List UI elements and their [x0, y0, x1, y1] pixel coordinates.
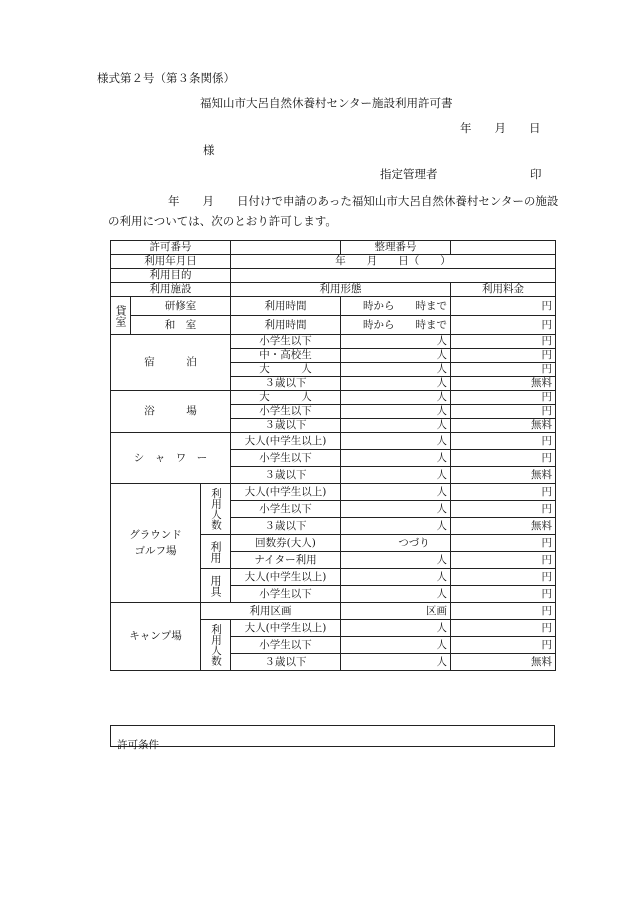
table-row — [111, 484, 556, 501]
fee-yen[interactable]: 円 — [451, 363, 556, 377]
fee-free: 無料 — [451, 654, 556, 671]
category-label: ３歳以下 — [231, 654, 341, 671]
count-person[interactable]: 人 — [341, 569, 451, 586]
count-person[interactable]: 人 — [341, 484, 451, 501]
fee-yen[interactable]: 円 — [451, 297, 556, 316]
category-label: 大人(中学生以上) — [231, 620, 341, 637]
ref-no-field[interactable] — [451, 241, 556, 255]
category-label: 中・高校生 — [231, 349, 341, 363]
purpose-field[interactable] — [231, 269, 556, 283]
permit-text-line1: 年 月 日付けで申請のあった福知山市大呂自然休養村センターの施設 — [168, 194, 559, 208]
category-label: ３歳以下 — [231, 419, 341, 433]
use-date-label: 利用年月日 — [111, 255, 231, 269]
fee-yen[interactable]: 円 — [451, 603, 556, 620]
facility-header: 利用施設 — [111, 283, 231, 297]
fee-free: 無料 — [451, 377, 556, 391]
table-row — [111, 241, 556, 255]
fee-yen[interactable]: 円 — [451, 569, 556, 586]
users-vertical-label: 利用人数 — [201, 620, 231, 671]
ground-label: グラウンド — [129, 529, 182, 541]
fee-yen[interactable]: 円 — [451, 349, 556, 363]
permit-no-label: 許可番号 — [111, 241, 231, 255]
designated-manager: 指定管理者 — [380, 167, 438, 181]
stay-label: 宿 泊 — [111, 335, 231, 391]
fee-yen[interactable]: 円 — [451, 450, 556, 467]
table-row — [111, 335, 556, 349]
category-label: 小学生以下 — [231, 335, 341, 349]
category-label: 大 人 — [231, 391, 341, 405]
fee-yen[interactable]: 円 — [451, 316, 556, 335]
count-person[interactable]: 人 — [341, 391, 451, 405]
count-person[interactable]: 人 — [341, 654, 451, 671]
count-person[interactable]: 人 — [341, 586, 451, 603]
category-label: 小学生以下 — [231, 637, 341, 654]
table-row — [111, 283, 556, 297]
category-label: 大人(中学生以上) — [231, 569, 341, 586]
count-person[interactable]: 人 — [341, 501, 451, 518]
golf-label: ゴルフ場 — [134, 545, 177, 557]
use-time-label: 利用時間 — [231, 297, 341, 316]
count-person[interactable]: 人 — [341, 552, 451, 569]
table-row — [111, 269, 556, 283]
area-label: 利用区画 — [201, 603, 341, 620]
form-header: 利用形態 — [231, 283, 451, 297]
users-vertical-label: 利用人数 — [201, 484, 231, 535]
category-label: 小学生以下 — [231, 450, 341, 467]
permit-conditions-box[interactable] — [110, 725, 555, 751]
fee-yen[interactable]: 円 — [451, 552, 556, 569]
table-row — [111, 603, 556, 620]
count-person[interactable]: 人 — [341, 467, 451, 484]
category-label: 大 人 — [231, 363, 341, 377]
count-person[interactable]: 人 — [341, 335, 451, 349]
form-number: 様式第２号（第３条関係） — [97, 71, 235, 85]
fee-yen[interactable]: 円 — [451, 335, 556, 349]
permit-no-field[interactable] — [231, 241, 341, 255]
count-person[interactable]: 人 — [341, 349, 451, 363]
category-label: 大人(中学生以上) — [231, 484, 341, 501]
use-time-label: 利用時間 — [231, 316, 341, 335]
fee-header: 利用料金 — [451, 283, 556, 297]
category-label: 小学生以下 — [231, 405, 341, 419]
count-person[interactable]: 人 — [341, 419, 451, 433]
count-person[interactable]: 人 — [341, 405, 451, 419]
table-row — [111, 391, 556, 405]
permit-table — [110, 240, 556, 671]
fee-yen[interactable]: 円 — [451, 484, 556, 501]
ground-golf-label — [111, 484, 201, 603]
fee-yen[interactable]: 円 — [451, 535, 556, 552]
fee-yen[interactable]: 円 — [451, 433, 556, 450]
purpose-label: 利用目的 — [111, 269, 231, 283]
fee-yen[interactable]: 円 — [451, 405, 556, 419]
count-person[interactable]: 人 — [341, 363, 451, 377]
count-person[interactable]: 人 — [341, 518, 451, 535]
count-kukaku[interactable]: 区画 — [341, 603, 451, 620]
count-person[interactable]: 人 — [341, 637, 451, 654]
count-person[interactable]: 人 — [341, 450, 451, 467]
fee-yen[interactable]: 円 — [451, 637, 556, 654]
permit-text-line2: の利用については、次のとおり許可します。 — [108, 214, 337, 228]
fee-yen[interactable]: 円 — [451, 501, 556, 518]
table-row — [111, 433, 556, 450]
ref-no-label: 整理番号 — [341, 241, 451, 255]
fee-yen[interactable]: 円 — [451, 391, 556, 405]
shower-label: シ ャ ワ ー — [111, 433, 231, 484]
bath-label: 浴 場 — [111, 391, 231, 433]
count-tsuzuri[interactable]: つづり — [341, 535, 451, 552]
table-row — [111, 255, 556, 269]
time-range[interactable]: 時から 時まで — [341, 316, 451, 335]
tools-vertical-label: 用具 — [201, 569, 231, 603]
fee-free: 無料 — [451, 467, 556, 484]
category-label: 小学生以下 — [231, 586, 341, 603]
japanese-room-label: 和 室 — [131, 316, 231, 335]
use-date-field[interactable]: 年 月 日（ ） — [231, 255, 556, 269]
table-row — [111, 316, 556, 335]
category-label: 小学生以下 — [231, 501, 341, 518]
table-row — [111, 297, 556, 316]
fee-yen[interactable]: 円 — [451, 620, 556, 637]
count-person[interactable]: 人 — [341, 377, 451, 391]
issue-date: 年 月 日 — [460, 121, 541, 135]
category-label: 回数券(大人) — [231, 535, 341, 552]
fee-free: 無料 — [451, 419, 556, 433]
document-title: 福知山市大呂自然休養村センター施設利用許可書 — [200, 96, 453, 110]
category-label: ３歳以下 — [231, 467, 341, 484]
camp-label: キャンプ場 — [111, 603, 201, 671]
category-label: 大人(中学生以上) — [231, 433, 341, 450]
use-vertical-label: 利用 — [201, 535, 231, 569]
count-person[interactable]: 人 — [341, 620, 451, 637]
addressee-suffix: 様 — [203, 143, 215, 157]
category-label: ナイター利用 — [231, 552, 341, 569]
category-label: ３歳以下 — [231, 377, 341, 391]
category-label: ３歳以下 — [231, 518, 341, 535]
training-room-label: 研修室 — [131, 297, 231, 316]
time-range[interactable]: 時から 時まで — [341, 297, 451, 316]
rental-label: 貸室 — [111, 297, 131, 335]
permit-conditions-label: 許可条件 — [117, 739, 159, 751]
fee-yen[interactable]: 円 — [451, 586, 556, 603]
seal-mark: 印 — [530, 167, 542, 181]
count-person[interactable]: 人 — [341, 433, 451, 450]
fee-free: 無料 — [451, 518, 556, 535]
